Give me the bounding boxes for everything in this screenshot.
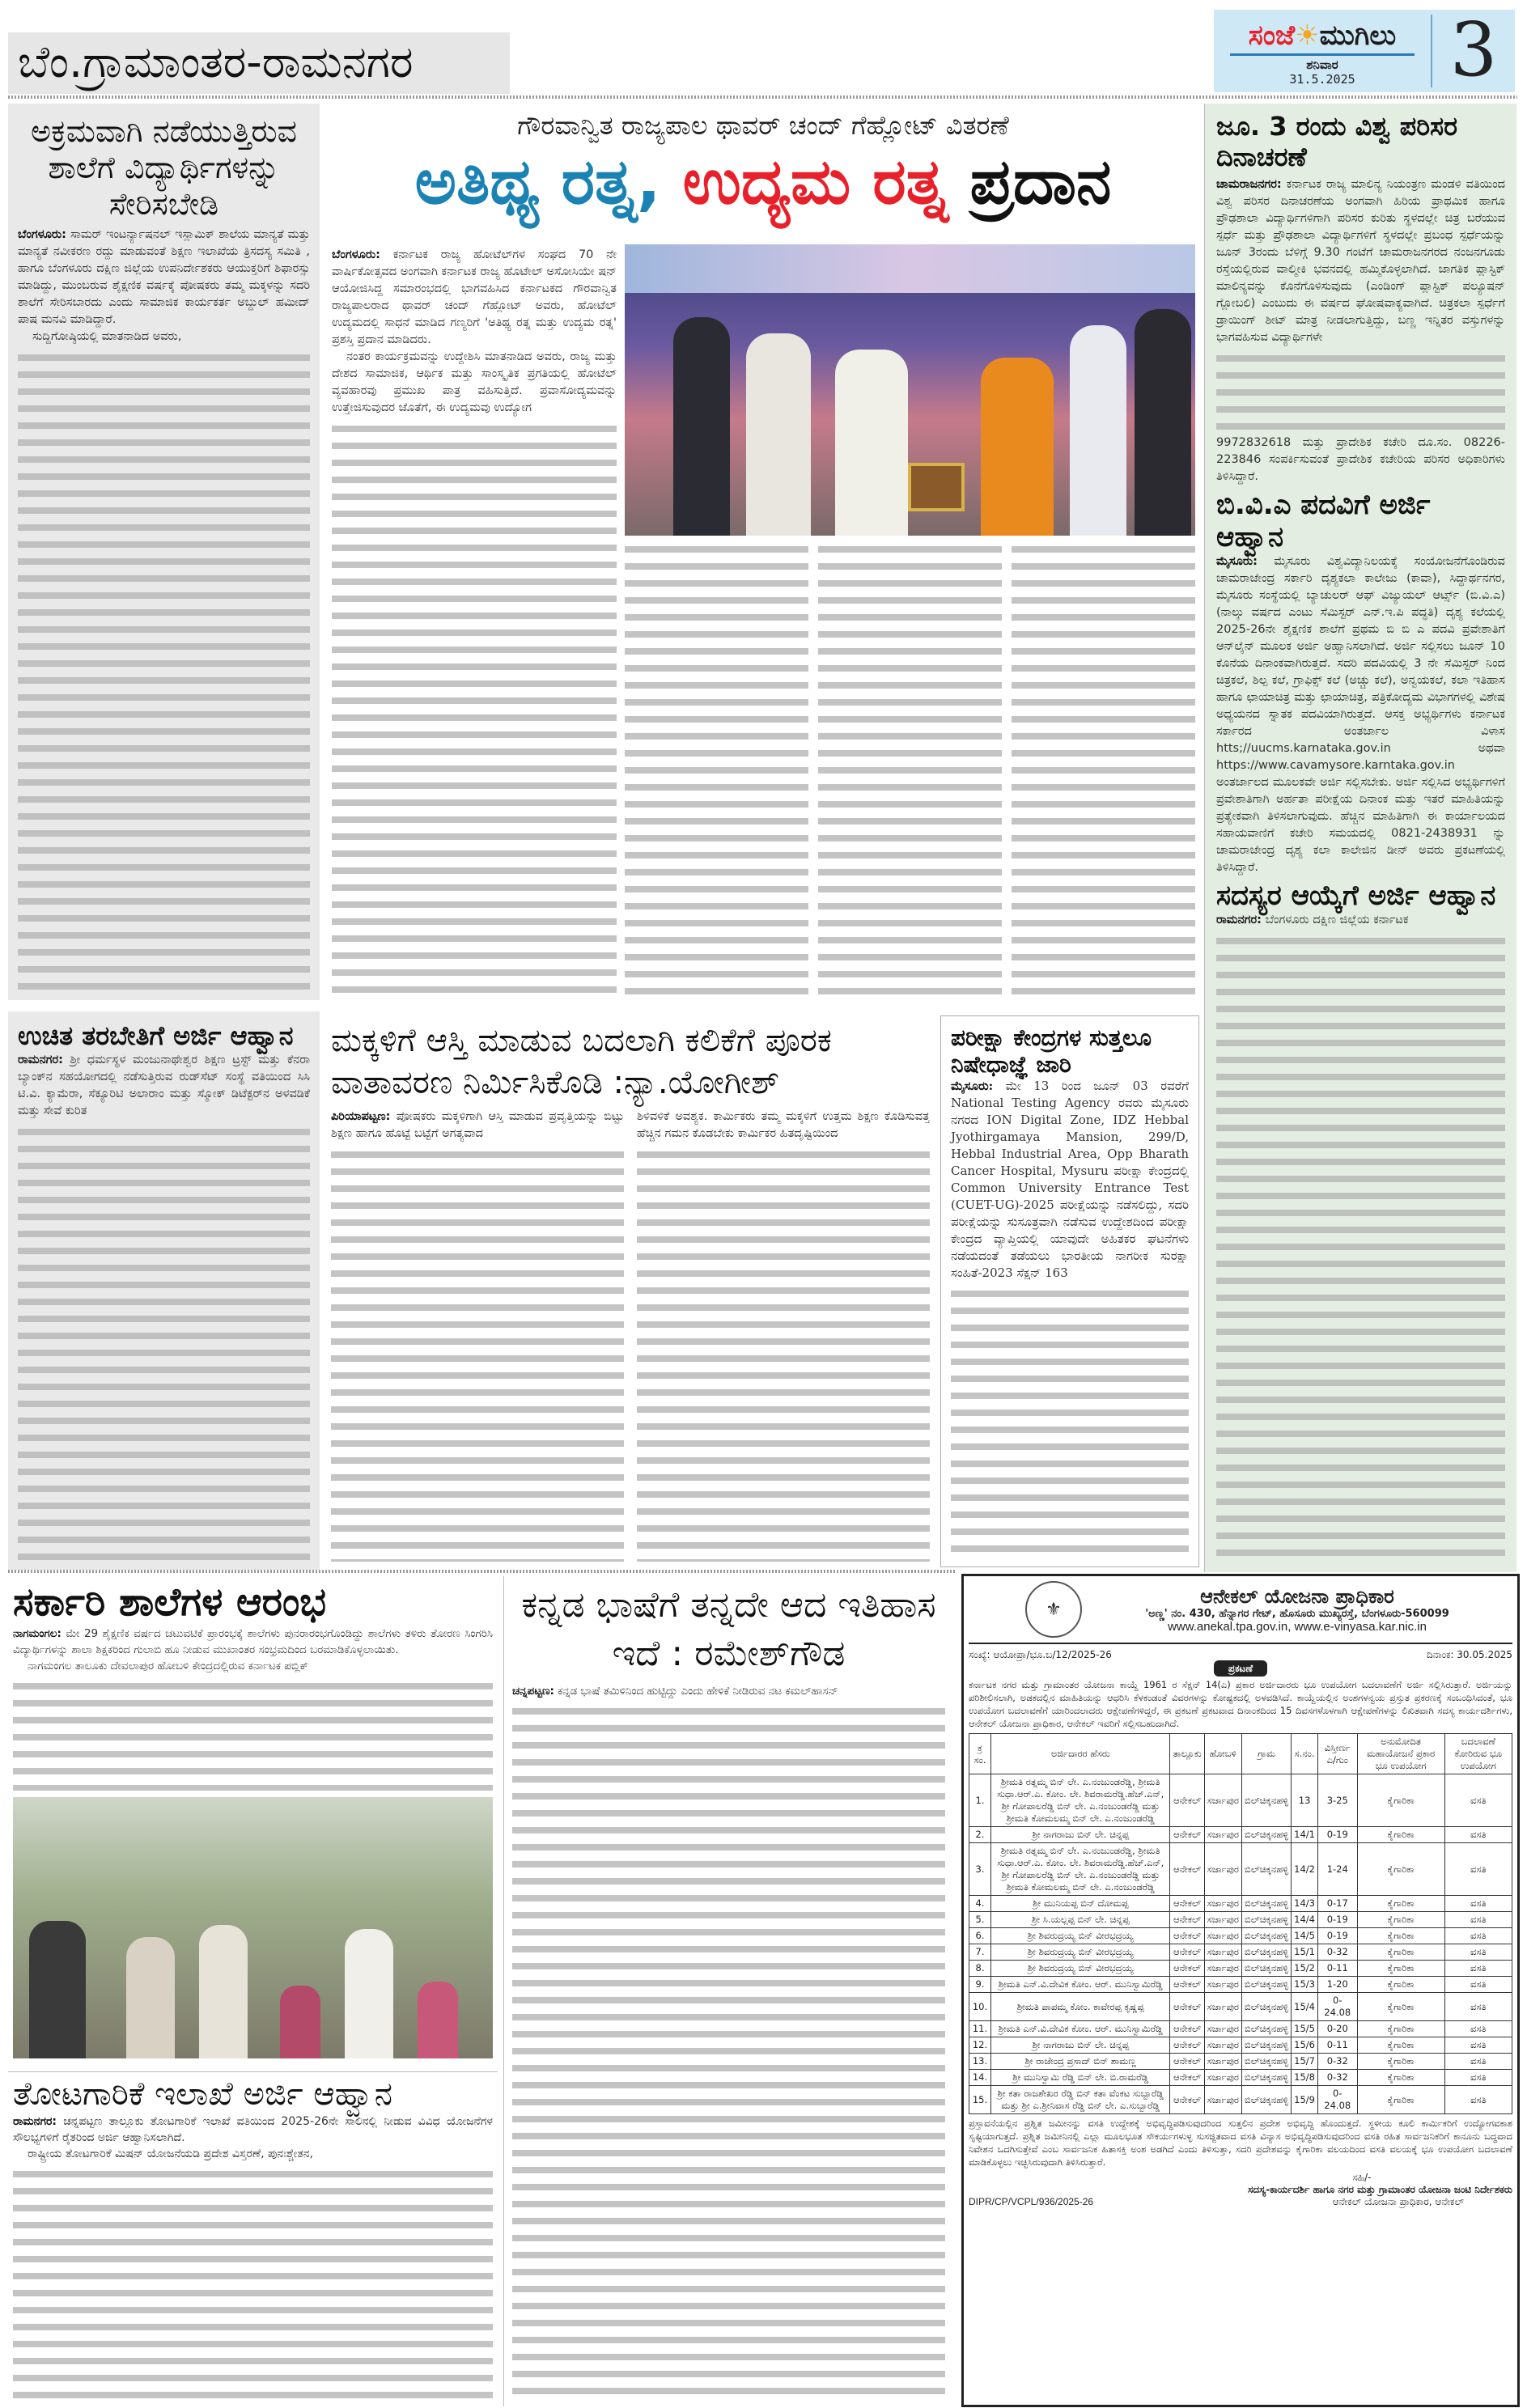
table-cell: ಶ್ರೀಮತಿ ಎನ್.ವಿ.ದೇವಿಕ ಕೋಂ. ಆರ್. ಮುನಿಸ್ವಾಮಿರೆಡ್ಡಿ [991, 1977, 1170, 1993]
table-cell: 0-19 [1318, 1912, 1358, 1928]
table-cell: ಆನೇಕಲ್ [1170, 1896, 1204, 1912]
table-cell: 6. [969, 1928, 991, 1944]
table-cell: ಸರ್ಜಾಪುರ [1204, 2054, 1241, 2070]
dipr-code: DIPR/CP/VCPL/936/2025-26 [969, 2196, 1094, 2207]
table-row [969, 1912, 1512, 1928]
section-title: ಬೆಂ.ಗ್ರಾಮಾಂತರ-ರಾಮನಗರ [18, 36, 414, 87]
table-cell: 0-17 [1318, 1896, 1358, 1912]
table-cell: ಆನೇಕಲ್ [1170, 2021, 1204, 2037]
dateline: ಮೈಸೂರು: [1216, 554, 1258, 568]
table-cell: 0-20 [1318, 2021, 1358, 2037]
table-cell: ಶ್ರೀಮತಿ ರತ್ನಮ್ಮ ಬಿನ್ ಲೇ. ಎ.ನಂಜುಂಡರೆಡ್ಡಿ, ಶ್ರೀಮತಿ ಸುಧಾ.ಆರ್.ಎ. ಕೋಂ. ಲೇ. ಶಿವರಾಮರೆಡ್ಡಿ.ಹೆಚ್.ಎನ್, ಶ್ರೀ ಗೋಪಾಲರೆಡ್ಡಿ ಬಿನ್ ಲೇ. ಎ.ನಂಜುಂಡರೆಡ್ಡಿ ಮತ್ತು ಶ್ರೀಮತಿ ಕೋಮಲಮ್ಮ ಬಿನ್ ಲೇ. ಎ.ನಂಜುಂಡರೆಡ್ಡಿ [991, 1843, 1170, 1896]
table-cell: ಕೈಗಾರಿಕಾ [1357, 1843, 1444, 1896]
table-row [969, 1961, 1512, 1977]
table-cell: ಶ್ರೀ ಶಿವರುದ್ರಯ್ಯ ಬಿನ್ ವೀರಭದ್ರಯ್ಯ [991, 1944, 1170, 1961]
table-cell: 15/2 [1292, 1961, 1318, 1977]
body-text: ನಾಗಮಂಗಲ ತಾಲೂಕು ದೇವಲಾಪುರ ಹೋಬಳಿ ಕೇಂದ್ರದಲ್ಲಿರುವ ಕರ್ನಾಟಕ ಪಬ್ಲಿಕ್ [28, 1659, 309, 1672]
table-cell: 9. [969, 1977, 991, 1993]
dateline: ಚನ್ನಪಟ್ಟಣ: [512, 1685, 554, 1698]
table-cell: ಶ್ರೀ ಮುನಿಯಪ್ಪ ಬಿನ್ ದೋಮಪ್ಪ [991, 1896, 1170, 1912]
table-cell: ಬಿಲ್‌ಚಿಕ್ಕನಹಳ್ಳಿ [1241, 1993, 1291, 2021]
table-cell: ಸರ್ಜಾಪುರ [1204, 1928, 1241, 1944]
table-cell: ವಸತಿ [1444, 2037, 1512, 2054]
body-text: ನಂತರ ಕಾರ್ಯಕ್ರಮವನ್ನು ಉದ್ದೇಶಿಸಿ ಮಾತನಾಡಿದ ಅವರು, ರಾಜ್ಯ ಮತ್ತು ದೇಶದ ಸಾಮಾಜಿಕ, ಆರ್ಥಿಕ ಮತ್ತು ಸಾಂಸ್ಕೃತಿಕ ಪ್ರಗತಿಯಲ್ಲಿ ಹೋಟೆಲ್ ವ್ಯವಹಾರವು ಪ್ರಮುಖ ಪಾತ್ರ ವಹಿಸುತ್ತಿದೆ. ಪ್ರವಾಸೋದ್ಯಮವನ್ನು ಉತ್ತೇಜಿಸುವುದರ ಜೊತೆಗೆ, ಈ ಉದ್ಯಮವು ಉದ್ಯೋಗ [332, 350, 617, 414]
table-cell: ವಸತಿ [1444, 1928, 1512, 1944]
table-cell: ಬಿಲ್‌ಚಿಕ್ಕನಹಳ್ಳಿ [1241, 1774, 1291, 1827]
body-text: ಕರ್ನಾಟಕ ರಾಜ್ಯ ಮಾಲಿನ್ಯ ನಿಯಂತ್ರಣ ಮಂಡಳಿ ವತಿಯಿಂದ ವಿಶ್ವ ಪರಿಸರ ದಿನಾಚರಣೆಯ ಅಂಗವಾಗಿ ಹಿರಿಯ ಪ್ರಾಥಮಿಕ ಹಾಗೂ ಪ್ರೌಢಶಾಲಾ ವಿದ್ಯಾರ್ಥಿಗಳಿಗಾಗಿ ಪರಿಸರ ಕುರಿತು ಸ್ಥಳದಲ್ಲೇ ಚಿತ್ರ ಬರೆಯುವ ಸ್ಪರ್ಧೆ ಮತ್ತು ಪ್ರೌಢಶಾಲಾ ವಿದ್ಯಾರ್ಥಿಗಳಿಗೆ ಸ್ಥಳದಲ್ಲೇ ಪ್ರಬಂಧ ಸ್ಪರ್ಧೆಯನ್ನು ಜೂನ್ 3ರಂದು ಬೆಳಿಗ್ಗೆ 9.30 ಗಂಟೆಗೆ ಚಾಮರಾಜನಗರದ ನಂಜನಗೂಡು ರಸ್ತೆಯಲ್ಲಿರುವ ವಾಲ್ಮೀಕಿ ಭವನದಲ್ಲಿ ಹಮ್ಮಿಕೊಳ್ಳಲಾಗಿದೆ. ಜಾಗತಿಕ ಪ್ಲಾಸ್ಟಿಕ್ ಮಾಲಿನ್ಯವನ್ನು ಕೊನೆಗೊಳಿಸುವುದು (ಎಂಡಿಂಗ್ ಪ್ಲಾಸ್ಟಿಕ್ ಪಲ್ಯೂಷನ್ ಗ್ಲೋಬಲಿ) ಎಂಬುದು ಈ ವರ್ಷದ ಘೋಷವಾಕ್ಯವಾಗಿದೆ. ಚಿತ್ರಕಲಾ ಸ್ಪರ್ಧೆಗೆ ಡ್ರಾಯಿಂಗ್ ಶೀಟ್ ಮಾತ್ರ ನೀಡಲಾಗುತ್ತಿದ್ದು, ಬಣ್ಣ ಇನ್ನಿತರ ವಸ್ತುಗಳನ್ನು ಭಾಗವಹಿಸುವ ವಿದ್ಯಾರ್ಥಿಗಳೇ [1216, 177, 1506, 344]
table-cell: 12. [969, 2037, 991, 2054]
table-cell: ಕೈಗಾರಿಕಾ [1357, 2086, 1444, 2114]
headline: ಪರೀಕ್ಷಾ ಕೇಂದ್ರಗಳ ಸುತ್ತಲೂ ನಿಷೇಧಾಜ್ಞೆ ಜಾರಿ [951, 1024, 1152, 1079]
table-cell: 0-19 [1318, 1827, 1358, 1843]
table-cell: ಸರ್ಜಾಪುರ [1204, 2021, 1241, 2037]
table-cell: ಶ್ರೀ ಶಿವರುದ್ರಯ್ಯ ಬಿನ್ ವೀರಭದ್ರಯ್ಯ [991, 1961, 1170, 1977]
table-cell: 15/6 [1292, 2037, 1318, 2054]
table-cell: ವಸತಿ [1444, 1961, 1512, 1977]
table-cell: ಆನೇಕಲ್ [1170, 1912, 1204, 1928]
table-cell: ವಸತಿ [1444, 1827, 1512, 1843]
table-cell: 8. [969, 1961, 991, 1977]
dateline: ರಾಮನಗರ: [13, 2115, 57, 2129]
table-cell: ಬಿಲ್‌ಚಿಕ್ಕನಹಳ್ಳಿ [1241, 1827, 1291, 1843]
table-cell: ಕೈಗಾರಿಕಾ [1357, 2070, 1444, 2086]
headline-red: ಉದ್ಯಮ ರತ್ನ [682, 146, 948, 218]
table-cell: 0-11 [1318, 2037, 1358, 2054]
dateline: ಚಾಮರಾಜನಗರ: [1216, 177, 1282, 191]
headline: ಅಕ್ರಮವಾಗಿ ನಡೆಯುತ್ತಿರುವ ಶಾಲೆಗೆ ವಿದ್ಯಾರ್ಥಿಗಳನ್ನು ಸೇರಿಸಬೇಡಿ [31, 113, 297, 222]
table-cell: ಶ್ರೀಮತಿ ರತ್ನಮ್ಮ ಬಿನ್ ಲೇ. ಎ.ನಂಜುಂಡರೆಡ್ಡಿ, ಶ್ರೀಮತಿ ಸುಧಾ.ಆರ್.ಎ. ಕೋಂ. ಲೇ. ಶಿವರಾಮರೆಡ್ಡಿ.ಹೆಚ್.ಎನ್, ಶ್ರೀ ಗೋಪಾಲರೆಡ್ಡಿ ಬಿನ್ ಲೇ. ಎ.ನಂಜುಂಡರೆಡ್ಡಿ ಮತ್ತು ಶ್ರೀಮತಿ ಕೋಮಲಮ್ಮ ಬಿನ್ ಲೇ. ಎ.ನಂಜುಂಡರೆಡ್ಡಿ [991, 1774, 1170, 1827]
masthead-logo [1214, 19, 1431, 52]
dateline: ಮೈಸೂರು: [951, 1079, 994, 1094]
table-cell: 0-32 [1318, 2054, 1358, 2070]
table-row [969, 1977, 1512, 1993]
table-cell: ಶ್ರೀ ಕತಾ ರಾಜಶೇಖರ ರೆಡ್ಡಿ ಬಿನ್ ಕತಾ ವೆಂಕಟ ಸುಬ್ಬಾರೆಡ್ಡಿ ಮತ್ತು ಶ್ರೀ ಎ.ಶ್ರೀನಿವಾಸ ರೆಡ್ಡಿ ಬಿನ್ ಲೇ. ಎ.ಸುಬ್ಬಾರೆಡ್ಡಿ [991, 2086, 1170, 2114]
table-cell: 0-24.08 [1318, 1993, 1358, 2021]
table-cell: ಕೈಗಾರಿಕಾ [1357, 2037, 1444, 2054]
body-text: ಸಾಮರ್ ಇಂಟರ್ನ್ಯಾಷನಲ್ ಇಸ್ಲಾಮಿಕ್ ಶಾಲೆಯ ಮಾನ್ಯತೆ ಮತ್ತು ಮಾನ್ಯತೆ ನವೀಕರಣ ರದ್ದು ಮಾಡುವಂತೆ ಶಿಕ್ಷಣ ಇಲಾಖೆಯ ತ್ರಿಸದಸ್ಯ ಸಮಿತಿ , ಹಾಗೂ ಬೆಂಗಳೂರು ದಕ್ಷಿಣ ಜಿಲ್ಲೆಯ ಉಪನಿರ್ದೇಶಕರು ಆಯುಕ್ತರಿಗೆ ಶಿಫಾರಸ್ಸು ಮಾಡಿದ್ದು, ಮುಂಬರುವ ಶೈಕ್ಷಣಿಕ ವರ್ಷಕ್ಕೆ ಪೋಷಕರು ತಮ್ಮ ಮಕ್ಕಳನ್ನು ಸದರಿ ಶಾಲೆಗೆ ಸೇರಿಸಬಾರದು ಎಂದು ಸಾಮಾಜಿಕ ಕಾರ್ಯಕರ್ತ ಅಬ್ದುಲ್ ಹಮೀದ್ ಪಾಷ ಮನವಿ ಮಾಡಿದ್ದಾರೆ. [18, 228, 311, 327]
article-illegal-school [8, 104, 320, 1000]
table-cell: 15/7 [1292, 2054, 1318, 2070]
school-photo [13, 1797, 493, 2058]
notice-org: ಆನೇಕಲ್ ಯೋಜನಾ ಪ್ರಾಧಿಕಾರ [1200, 1585, 1394, 1608]
table-row [969, 2021, 1512, 2037]
body-text: ಶ್ರೀ ಧರ್ಮಸ್ಥಳ ಮಂಜುನಾಥೇಶ್ವರ ಶಿಕ್ಷಣ ಟ್ರಸ್ಟ್ ಮತ್ತು ಕೆನರಾ ಬ್ಯಾಂಕ್‌ನ ಸಹಯೋಗದಲ್ಲಿ ನಡೆಸುತ್ತಿರುವ ರುಡ್‌ಸೆಟ್ ಸಂಸ್ಥೆ ವತಿಯಿಂದ ಸಿಸಿ ಟಿ.ವಿ. ಕ್ಯಾಮೆರಾ, ಸೆಕ್ಯೂರಿಟಿ ಅಲಾರಾಂ ಮತ್ತು ಸ್ಮೋಕ್ ಡಿಟೆಕ್ಟರ್‌ನ ಅಳವಡಿಕೆ ಮತ್ತು ಸೇವೆ ಕುರಿತ [18, 1053, 311, 1117]
table-cell: ಬಿಲ್‌ಚಿಕ್ಕನಹಳ್ಳಿ [1241, 2021, 1291, 2037]
table-cell: ವಸತಿ [1444, 1993, 1512, 2021]
table-cell: 15/5 [1292, 2021, 1318, 2037]
body-text: ಕರ್ನಾಟಕ ರಾಜ್ಯ ಹೋಟೆಲ್‌ಗಳ ಸಂಘದ 70 ನೇ ವಾರ್ಷಿಕೋತ್ಸವದ ಅಂಗವಾಗಿ ಕರ್ನಾಟಕ ರಾಜ್ಯ ಹೊಟೇಲ್ ಅಸೋಸಿಯೇ ಷನ್ ಆಯೋಜಿಸಿದ್ದ ಸಮಾರಂಭದಲ್ಲಿ ಭಾಗವಹಿಸಿದ ಕರ್ನಾಟಕದ ಗೌರವಾನ್ವಿತ ರಾಜ್ಯಪಾಲರಾದ ಥಾವರ್ ಚಂದ್ ಗೆಹ್ಲೋಟ್ ಅವರು, ಹೋಟೆಲ್ ಉದ್ಯಮದಲ್ಲಿ ಸಾಧನೆ ಮಾಡಿದ ಗಣ್ಯರಿಗೆ 'ಅತಿಥ್ಯ ರತ್ನ ಮತ್ತು ಉದ್ಯಮ ರತ್ನ' ಪ್ರಶಸ್ತಿ ಪ್ರದಾನ ಮಾಡಿದರು. [332, 248, 617, 346]
table-cell: 15. [969, 2086, 991, 2114]
table-cell: ಬಿಲ್‌ಚಿಕ್ಕನಹಳ್ಳಿ [1241, 1896, 1291, 1912]
table-cell: 3-25 [1318, 1774, 1358, 1827]
logo-dark-text: ಮುಗಿಲು [1319, 19, 1397, 52]
table-header-cell: ತಾಲ್ಲೂಕು [1170, 1734, 1204, 1774]
table-cell: 0-19 [1318, 1928, 1358, 1944]
table-cell: ಕೈಗಾರಿಕಾ [1357, 1912, 1444, 1928]
table-cell: ಕೈಗಾರಿಕಾ [1357, 2021, 1444, 2037]
headline-black: ಪ್ರದಾನ [969, 146, 1112, 218]
palm-sun-icon: ☀ [1295, 19, 1320, 52]
table-row [969, 1993, 1512, 2021]
body-text: ಮೇ 13 ರಿಂದ ಜೂನ್ 03 ರವರೆಗೆ National Testing Agency ರವರು ಮೈಸೂರು ನಗರದ ION Digital Zone, IDZ Hebbal Jyothirgamaya Mansion, 299/D, Hebbal Industrial Area, Opp Bharath Cancer Hospital, Mysuru ಪರೀಕ್ಷಾ ಕೇಂದ್ರದಲ್ಲಿ Common University Entrance Test (CUET-UG)-2025 ಪರೀಕ್ಷೆಯನ್ನು ನಡೆಸಲಿದ್ದು, ಸದರಿ ಪರೀಕ್ಷೆಯನ್ನು ಸುಸೂತ್ರವಾಗಿ ನಡೆಸುವ ಉದ್ದೇಶದಿಂದ ಪರೀಕ್ಷಾ ಕೇಂದ್ರದ ವ್ಯಾಪ್ತಿಯಲ್ಲಿ ಯಾವುದೇ ಅಹಿತಕರ ಘಟನೆಗಳು ನಡೆಯದಂತೆ ತಡೆಯಲು ಭಾರತೀಯ ನಾಗರೀಕ ಸುರಕ್ಷಾ ಸಂಹಿತೆ-2023 ಸೆಕ್ಷನ್ 163 [951, 1079, 1189, 1281]
table-header-cell: ವಿಸ್ತೀರ್ಣ ಎ/ಗುಂ [1318, 1734, 1358, 1774]
table-cell: 11. [969, 2021, 991, 2037]
table-cell: 14/5 [1292, 1928, 1318, 1944]
table-cell: ಬಿಲ್‌ಚಿಕ್ಕನಹಳ್ಳಿ [1241, 2037, 1291, 2054]
table-cell: ಶ್ರೀ ಸಿ.ಯಲ್ಲಪ್ಪ ಬಿನ್ ಲೇ. ಚಿನ್ನಪ್ಪ [991, 1912, 1170, 1928]
notice-footer: ಪ್ರಸ್ತಾವನೆಯಲ್ಲಿನ ಪ್ರಶ್ನಿತ ಜಮೀನನ್ನು ವಸತಿ ಉದ್ದೇಶಕ್ಕೆ ಅಭಿವೃದ್ಧಿಪಡಿಸುವುದರಿಂದ ಸುತ್ತಲಿನ ಪ್ರದೇಶ ಅಭಿವೃದ್ಧಿ ಹೊಂದುತ್ತದೆ. ಸ್ಥಳೀಯ ಕೂಲಿ ಕಾರ್ಮಿಕರಿಗೆ ಉದ್ಯೋಗವಕಾಶ ಸೃಷ್ಟಿಯಾಗುತ್ತದೆ. ಪ್ರಶ್ನಿತ ಜಮೀನಿನಲ್ಲಿ ಎಲ್ಲಾ ಮೂಲಭೂತ ಸೌಕರ್ಯಗಳುಳ್ಳ ಸುಸಜ್ಜಿತವಾದ ವಸತಿ ವಿನ್ಯಾಸ ಅಭಿವೃದ್ಧಿಪಡಿಸುವುದರಿಂದ ವಸತಿ ರಹಿತ ಸಾರ್ವಜನಿಕರಿಗೆ ಕಾನೂನು ಬದ್ಧವಾದ ನಿವೇಶನ ಒದಗಿಸುತ್ತೇವೆ ಎಂಬ ಸಾರ್ವಜನಿಕ ಹಿತಾಸಕ್ತಿ ಅಂಶ ಅಡಗಿದೆ ಎಂದು ತಿಳಿಸುತ್ತಾ, ಸದರಿ ಪ್ರದೇಶವನ್ನು ಕೈಗಾರಿಕಾ ವಲಯದಿಂದ ವಸತಿ ವಲಯಕ್ಕೆ ಭೂ ಉಪಯೋಗ ಬದಲಾವಣೆ ಮಾಡಿಕೊಳ್ಳಲು ಇಚ್ಛಿಸಿರುವುದಾಗಿ ತಿಳಿಸಿರುತ್ತಾರೆ. [969, 2118, 1513, 2168]
table-cell: 0-11 [1318, 1961, 1358, 1977]
table-cell: ಆನೇಕಲ್ [1170, 1827, 1204, 1843]
lead-kicker: ಗೌರವಾನ್ವಿತ ರಾಜ್ಯಪಾಲ ಥಾವರ್ ಚಂದ್ ಗೆಹ್ಲೋಟ್ ವಿತರಣೆ [517, 110, 1009, 141]
table-cell: ಕೈಗಾರಿಕಾ [1357, 1944, 1444, 1961]
section-divider [8, 1570, 955, 1573]
headline-bva-admission: ಬಿ.ವಿ.ಎ ಪದವಿಗೆ ಅರ್ಜಿ ಆಹ್ವಾನ [1216, 488, 1431, 553]
table-cell: 14/2 [1292, 1843, 1318, 1896]
table-cell: ಶ್ರೀ ಮುನಿಸ್ವಾಮಿ ರೆಡ್ಡಿ ಬಿನ್ ಲೇ. ಬಿ.ರಾಮರೆಡ್ಡಿ [991, 2070, 1170, 2086]
table-cell: ಆನೇಕಲ್ [1170, 1961, 1204, 1977]
table-cell: ವಸತಿ [1444, 1896, 1512, 1912]
headline: ಸರ್ಕಾರಿ ಶಾಲೆಗಳ ಆರಂಭ [13, 1579, 327, 1625]
table-cell: ಬಿಲ್‌ಚಿಕ್ಕನಹಳ್ಳಿ [1241, 1843, 1291, 1896]
dateline: ರಾಮನಗರ: [18, 1053, 63, 1066]
table-cell: ವಸತಿ [1444, 1977, 1512, 1993]
notice-websites: www.anekal.tpa.gov.in, www.e-vinyasa.kar.nic.in [1168, 1620, 1427, 1634]
body-text: ರಾಷ್ಟ್ರೀಯ ತೋಟಗಾರಿಕೆ ಮಿಷನ್ ಯೋಜನೆಯಡಿ ಪ್ರದೇಶ ವಿಸ್ತರಣೆ, ಪುನಃಶ್ಚೇತನ, [28, 2147, 313, 2161]
table-cell: ಕೈಗಾರಿಕಾ [1357, 1827, 1444, 1843]
table-header-cell: ಬದಲಾವಣೆ ಕೋರಿರುವ ಭೂ ಉಪಯೋಗ [1444, 1734, 1512, 1774]
notice-ref-no: ಸಂಖ್ಯೆ: ಆಯೋಪ್ರಾ/ಭೂ.ಬ/12/2025-26 [969, 1649, 1112, 1660]
table-cell: 7. [969, 1944, 991, 1961]
lead-headline [326, 142, 1200, 223]
headline: ಉಚಿತ ತರಬೇತಿಗೆ ಅರ್ಜಿ ಆಹ್ವಾನ [18, 1020, 294, 1051]
headline-blue: ಅತಿಥ್ಯ ರತ್ನ, [414, 146, 661, 218]
body-continued [951, 1285, 1189, 1558]
notice-badge: ಪ್ರಕಟಣೆ [1214, 1660, 1267, 1677]
table-cell: 4. [969, 1896, 991, 1912]
table-cell: ವಸತಿ [1444, 2086, 1512, 2114]
table-cell: ಬಿಲ್‌ಚಿಕ್ಕನಹಳ್ಳಿ [1241, 2086, 1291, 2114]
table-cell: ಶ್ರೀಮತಿ ಎನ್.ವಿ.ದೇವಿಕ ಕೋಂ. ಆರ್. ಮುನಿಸ್ವಾಮಿರೆಡ್ಡಿ [991, 2021, 1170, 2037]
notice-address: 'ಅಣ್ಣ' ನಂ. 430, ಹೆನ್ನಾಗರ ಗೇಟ್, ಹೊಸೂರು ಮುಖ್ಯರಸ್ತೆ, ಬೆಂಗಳೂರು-560099 [1145, 1608, 1449, 1620]
table-cell: ಸರ್ಜಾಪುರ [1204, 2086, 1241, 2114]
table-cell: 2. [969, 1827, 991, 1843]
table-cell: ಸರ್ಜಾಪುರ [1204, 1993, 1241, 2021]
table-row [969, 2037, 1512, 2054]
body-column [818, 541, 1002, 1002]
table-cell: ಕೈಗಾರಿಕಾ [1357, 1961, 1444, 1977]
body-continued [637, 1146, 930, 1562]
table-cell: 1. [969, 1774, 991, 1827]
table-cell: 15/9 [1292, 2086, 1318, 2114]
right-column [1204, 104, 1516, 1572]
table-cell: 15/3 [1292, 1977, 1318, 1993]
table-cell: ವಸತಿ [1444, 1774, 1512, 1827]
table-row [969, 2070, 1512, 2086]
table-cell: 14/1 [1292, 1827, 1318, 1843]
table-cell: ಬಿಲ್‌ಚಿಕ್ಕನಹಳ್ಳಿ [1241, 1928, 1291, 1944]
body-text: ಪೋಷಕರು ಮಕ್ಕಳಿಗಾಗಿ ಆಸ್ತಿ ಮಾಡುವ ಪ್ರವೃತ್ತಿಯನ್ನು ಬಿಟ್ಟು ಶಿಕ್ಷಣ ಹಾಗೂ ಹೊಟ್ಟೆ ಬಟ್ಟೆಗೆ ಅಗತ್ಯವಾದ [331, 1110, 624, 1140]
table-cell: ಬಿಲ್‌ಚಿಕ್ಕನಹಳ್ಳಿ [1241, 1977, 1291, 1993]
lead-columns-below-photo [625, 541, 1195, 1002]
table-row [969, 1896, 1512, 1912]
table-cell: ಶ್ರೀ ಶಿವರುದ್ರಯ್ಯ ಬಿನ್ ವೀರಭದ್ರಯ್ಯ [991, 1928, 1170, 1944]
table-cell: ಬಿಲ್‌ಚಿಕ್ಕನಹಳ್ಳಿ [1241, 2070, 1291, 2086]
table-cell: ಶ್ರೀ ನಾಗರಾಜು ಬಿನ್ ಲೇ. ಚಿನ್ನಪ್ಪ [991, 1827, 1170, 1843]
table-cell: ವಸತಿ [1444, 1843, 1512, 1896]
table-row [969, 1774, 1512, 1827]
table-cell: ಕೈಗಾರಿಕಾ [1357, 1977, 1444, 1993]
body-continued [332, 420, 617, 1001]
body-text: ಕನ್ನಡ ಭಾಷೆ ತಮಿಳಿನಿಂದ ಹುಟ್ಟಿದ್ದು ಎಂದು ಹೇಳಿಕೆ ನೀಡಿರುವ ನಟ ಕಮಲ್‌ಹಾಸನ್ [558, 1685, 838, 1698]
table-cell: ಆನೇಕಲ್ [1170, 1774, 1204, 1827]
table-cell: ಸರ್ಜಾಪುರ [1204, 2037, 1241, 2054]
table-cell: 14/4 [1292, 1912, 1318, 1928]
article-exam-prohibitory [940, 1015, 1199, 1567]
lead-column-1 [332, 247, 617, 1001]
table-header-cell: ಅನುಮೋದಿತ ಮಹಾಯೋಜನೆ ಪ್ರಕಾರ ಭೂ ಉಪಯೋಗ [1357, 1734, 1444, 1774]
table-cell: 13 [1292, 1774, 1318, 1827]
award-photo [625, 244, 1195, 536]
table-header-cell: ಅರ್ಜಿದಾರರ ಹೆಸರು [991, 1734, 1170, 1774]
table-cell: ಆನೇಕಲ್ [1170, 2037, 1204, 2054]
notice-sign: ಸಹಿ/- [1352, 2172, 1372, 2183]
table-cell: ಸರ್ಜಾಪುರ [1204, 1843, 1241, 1896]
headline: ತೋಟಗಾರಿಕೆ ಇಲಾಖೆ ಅರ್ಜಿ ಆಹ್ವಾನ [13, 2075, 392, 2113]
body-continued [18, 1123, 310, 1560]
notice-signatory-org: ಆನೇಕಲ್ ಯೋಜನಾ ಪ್ರಾಧಿಕಾರ, ಆನೇಕಲ್ [1332, 2196, 1464, 2207]
article-kannada-history [503, 1576, 953, 2406]
table-cell: ಸರ್ಜಾಪುರ [1204, 1774, 1241, 1827]
government-seal-icon: ⚜ [1025, 1581, 1082, 1638]
page-number: 3 [1449, 6, 1498, 93]
table-cell: ವಸತಿ [1444, 1912, 1512, 1928]
table-cell: ಆನೇಕಲ್ [1170, 2054, 1204, 2070]
dateline: ಬೆಂಗಳೂರು: [332, 248, 380, 261]
body-continued [1216, 350, 1505, 435]
masthead [1214, 6, 1515, 93]
anekal-planning-notice [961, 1574, 1520, 2407]
table-cell: ಕೈಗಾರಿಕಾ [1357, 1774, 1444, 1827]
body-continued [331, 1146, 624, 1562]
table-cell: 15/8 [1292, 2070, 1318, 2086]
dateline: ರಾಮನಗರ: [1216, 913, 1262, 926]
table-cell: ಶ್ರೀ ರಾಜೇಂದ್ರ ಪ್ರಸಾದ್ ಬಿನ್ ಶಾಮಣ್ಣ [991, 2054, 1170, 2070]
masthead-day: ಶನಿವಾರ [1306, 57, 1338, 72]
body-text: ಮೇ 29 ಶೈಕ್ಷಣಿಕ ವರ್ಷದ ಚಟುವಟಿಕೆ ಪ್ರಾರಂಭಕ್ಕೆ ಶಾಲೆಗಳು ಪುನರಾರಂಭಗೊಂಡಿದ್ದು ಶಾಲೆಗಳು ತಳಿರು ತೋರಣ ಸಿಂಗರಿಸಿ ವಿದ್ಯಾರ್ಥಿಗಳನ್ನು ಶಾಲಾ ಶಿಕ್ಷಕರಿಂದ ಗುಲಾಬಿ ಹೂ ನೀಡುವ ಮುಖಾಂತರ ಸಂಭ್ರಮದಿಂದ ಬರಮಾಡಿಕೊಳ್ಳಲಾಯಿತು. [13, 1626, 493, 1656]
table-cell: 0-32 [1318, 2070, 1358, 2086]
article-judge-yogish [326, 1011, 935, 1570]
table-cell: ಆನೇಕಲ್ [1170, 1928, 1204, 1944]
table-row [969, 1944, 1512, 1961]
table-cell: ಆನೇಕಲ್ [1170, 1843, 1204, 1896]
body-column [625, 541, 808, 1002]
table-cell: ಬಿಲ್‌ಚಿಕ್ಕನಹಳ್ಳಿ [1241, 1961, 1291, 1977]
table-cell: ಬಿಲ್‌ಚಿಕ್ಕನಹಳ್ಳಿ [1241, 1912, 1291, 1928]
table-cell: ಸರ್ಜಾಪುರ [1204, 1961, 1241, 1977]
article-free-training [8, 1011, 320, 1570]
table-cell: 13. [969, 2054, 991, 2070]
body-continued [512, 1702, 945, 2402]
table-cell: ಕೈಗಾರಿಕಾ [1357, 1928, 1444, 1944]
table-cell: ಆನೇಕಲ್ [1170, 2086, 1204, 2114]
table-cell: ಬಿಲ್‌ಚಿಕ್ಕನಹಳ್ಳಿ [1241, 1944, 1291, 1961]
dateline: ಬೆಂಗಳೂರು: [18, 228, 66, 242]
headline-member-selection: ಸದಸ್ಯರ ಆಯ್ಕೆಗೆ ಅರ್ಜಿ ಆಹ್ವಾನ [1216, 879, 1496, 912]
body-text: ಶಿಳಿವಳಿಕೆ ಅವಶ್ಯಕ. ಕಾರ್ಮಿಕರು ತಮ್ಮ ಮಕ್ಕಳಿಗೆ ಉತ್ತಮ ಶಿಕ್ಷಣ ಕೊಡಿಸುವತ್ತ ಹೆಚ್ಚಿನ ಗಮನ ಕೊಡಬೇಕು ಕಾರ್ಮಿಕರ ಹಿತದೃಷ್ಟಿಯಿಂದ [637, 1110, 930, 1140]
headline: ಮಕ್ಕಳಿಗೆ ಆಸ್ತಿ ಮಾಡುವ ಬದಲಾಗಿ ಕಲಿಕೆಗೆ ಪೂರಕ ವಾತಾವರಣ ನಿರ್ಮಿಸಿಕೊಡಿ :ನ್ಯಾ.ಯೋಗೀಶ್ [331, 1022, 832, 1101]
section-title-box [8, 32, 510, 94]
table-cell: 10. [969, 1993, 991, 2021]
notice-intro: ಕರ್ನಾಟಕ ನಗರ ಮತ್ತು ಗ್ರಾಮಾಂತರ ಯೋಜನಾ ಕಾಯ್ದೆ 1961 ರ ಸೆಕ್ಷನ್ 14(ಎ) ಪ್ರಕಾರ ಅರ್ಜಿದಾರರು ಭೂ ಉಪಯೋಗ ಬದಲಾವಣೆಗೆ ಅರ್ಜಿ ಸಲ್ಲಿಸಿರುತ್ತಾರೆ. ಅರ್ಜಿಯನ್ನು ಪರಿಶೀಲಿಸಲಾಗಿ, ಅಡಕದಲ್ಲಿನ ಮಾಹಿತಿಯನ್ನು ಆಧರಿಸಿ ಕೆಳಕಂಡಂತೆ ವಿವರಗಳನ್ನು ಕೋಷ್ಟಕದಲ್ಲಿ ಅಳವಡಿಸಿದೆ. ಕಾಯ್ದೆಯಲ್ಲಿನ ಅಂಶಗಳನ್ವಯ ಪ್ರಸ್ತುತ ಪ್ರಕರಣಕ್ಕೆ ಸಂಬಂಧಿಸಿದಂತೆ, ಭೂ ಉಪಯೋಗ ಬದಲಾವಣೆಗೆ ಯಾರಿಂದಲಾದರು ಆಕ್ಷೇಪಣೆಗಳಿದ್ದರೆ, ಈ ಪ್ರಕಟಣೆ ಪ್ರಕಟವಾದ ದಿನಾಂಕದಿಂದ 15 ದಿವಸಗಳೊಳಗಾಗಿ ಆಕ್ಷೇಪಣೆಗಳನ್ನು ಲಿಖಿತವಾಗಿ ಸದಸ್ಯ ಕಾರ್ಯದರ್ಶಿಗಳು, ಆನೇಕಲ್ ಯೋಜನಾ ಪ್ರಾಧಿಕಾರ, ಆನೇಕಲ್ ಇವರಿಗೆ ಸಲ್ಲಿಸಬಹುದಾಗಿದೆ. [969, 1679, 1512, 1729]
article-govt-schools [8, 1576, 498, 2062]
table-row [969, 2054, 1512, 2070]
table-cell: ಸರ್ಜಾಪುರ [1204, 1827, 1241, 1843]
headline-environment-day: ಜೂ. 3 ರಂದು ವಿಶ್ವ ಪರಿಸರ ದಿನಾಚರಣೆ [1216, 111, 1458, 172]
body-continued [1216, 932, 1505, 1564]
table-cell: ಸರ್ಜಾಪುರ [1204, 1896, 1241, 1912]
table-cell: ಶ್ರೀ ನಾಗರಾಜು ಬಿನ್ ಲೇ. ಚಿನ್ನಪ್ಪ [991, 2037, 1170, 2054]
table-header-cell: ಸ.ನಂ. [1292, 1734, 1318, 1774]
body-text: ಮೈಸೂರು ವಿಶ್ವವಿದ್ಯಾನಿಲಯಕ್ಕೆ ಸಂಯೋಜನೆಗೊಂಡಿರುವ ಚಾಮರಾಜೇಂದ್ರ ಸರ್ಕಾರಿ ದೃಶ್ಯಕಲಾ ಕಾಲೇಜು (ಕಾವಾ), ಸಿದ್ಧಾರ್ಥನಗರ, ಮೈಸೂರು ಸಂಸ್ಥೆಯಲ್ಲಿ ಬ್ಯಾಚುಲರ್ ಆಫ್ ವಿಜ್ಯುಯಲ್ ಆರ್ಟ್ಸ್ (ಬಿ.ವಿ.ಎ) (ನಾಲ್ಕು ವರ್ಷದ ಎಂಟು ಸೆಮಿಸ್ಟರ್ ಎನ್.ಇ.ಪಿ ಪದ್ಧತಿ) ದೃಶ್ಯ ಕಲೆಯಲ್ಲಿ 2025-26ನೇ ಶೈಕ್ಷಣಿಕ ಶಾಲೆಗೆ ಪ್ರಥಮ ಬಿ ಬಿ ಎ ಪದವಿ ಪ್ರವೇಶಾತಿಗೆ ಆನ್‌ಲೈನ್ ಮೂಲಕ ಅರ್ಜಿ ಅಹ್ವಾನಿಸಲಾಗಿದೆ. ಅರ್ಜಿ ಸಲ್ಲಿಸಲು ಜೂನ್ 10 ಕೊನೆಯ ದಿನಾಂಕವಾಗಿರುತ್ತದೆ. ಸದರಿ ಪದವಿಯಲ್ಲಿ 3 ನೇ ಸೆಮಿಸ್ಟರ್ ನಿಂದ ಚಿತ್ರಕಲೆ, ಶಿಲ್ಪ ಕಲೆ, ಗ್ರಾಫಿಕ್ಸ್ ಕಲೆ (ಅಚ್ಚು ಕಲೆ), ಅನ್ವಯಕಲೆ, ಕಲಾ ಇತಿಹಾಸ ಹಾಗೂ ಛಾಯಾಚಿತ್ರ ಮತ್ತು ಛಾಯಾಚಿತ್ರ, ಪತ್ರಿಕೋದ್ಯಮ ವಿಭಾಗಗಳಲ್ಲಿ ವಿಶೇಷ ಅಧ್ಯಯನದ ಸ್ನಾತಕ ಪದವಿಯಾಗಿರುತ್ತದೆ. ಆಸಕ್ತ ಅಭ್ಯರ್ಥಿಗಳು ಕರ್ನಾಟಕ ಸರ್ಕಾರದ ಅಂತರ್ಜಾಲ ವಿಳಾಸ htts;//uucms.karnataka.gov.in ಅಥವಾ https://www.cavamysore.karntaka.gov.in ಅಂತರ್ಜಾಲದ ಮೂಲಕವೇ ಅರ್ಜಿ ಸಲ್ಲಿಸಬೇಕು. ಅರ್ಜಿ ಸಲ್ಲಿಸಿದ ಅಭ್ಯರ್ಥಿಗಳಿಗೆ ಪ್ರವೇಶಾತಿಗಾಗಿ ಅರ್ಹತಾ ಪರೀಕ್ಷೆಯ ದಿನಾಂಕ ಮತ್ತು ಇತರೆ ಮಾಹಿತಿಯನ್ನು ಪ್ರತ್ಯೇಕವಾಗಿ ತಿಳಿಸಲಾಗುವುದು. ಹೆಚ್ಚಿನ ಮಾಹಿತಿಗಾಗಿ ಈ ಕಾರ್ಯಾಲಯದ ಸಹಾಯವಾಣಿಗೆ ಕಚೇರಿ ಸಮಯದಲ್ಲಿ 0821-2438931 ನ್ನು ಚಾಮರಾಜೇಂದ್ರ ದೃಶ್ಯ ಕಲಾ ಕಾಲೇಜಿನ ಡೀನ್ ಅವರು ಪ್ರಕಟಣೆಯಲ್ಲಿ ತಿಳಿಸಿದ್ದಾರೆ. [1216, 554, 1505, 874]
table-cell: 0-24.08 [1318, 2086, 1358, 2114]
table-row [969, 2086, 1512, 2114]
header-divider [8, 95, 1517, 99]
table-cell: ಆನೇಕಲ್ [1170, 1993, 1204, 2021]
body-text: ಸುದ್ದಿಗೋಷ್ಠಿಯಲ್ಲಿ ಮಾತನಾಡಿದ ಅವರು, [32, 330, 182, 344]
table-cell: ಆನೇಕಲ್ [1170, 2070, 1204, 2086]
table-row [969, 1827, 1512, 1843]
table-cell: ಕೈಗಾರಿಕಾ [1357, 1896, 1444, 1912]
table-cell: ಸರ್ಜಾಪುರ [1204, 2070, 1241, 2086]
land-use-table [969, 1733, 1512, 2114]
headline: ಕನ್ನಡ ಭಾಷೆಗೆ ತನ್ನದೇ ಆದ ಇತಿಹಾಸ ಇದೆ : ರಮೇಶ್‌ಗೌಡ [521, 1584, 936, 1674]
table-row [969, 1843, 1512, 1896]
table-cell: ವಸತಿ [1444, 2070, 1512, 2086]
notice-date: ದಿನಾಂಕ: 30.05.2025 [1427, 1649, 1512, 1660]
table-cell: ಬಿಲ್‌ಚಿಕ್ಕನಹಳ್ಳಿ [1241, 2054, 1291, 2070]
body-continued [13, 1677, 493, 1791]
body-text: ಚನ್ನಪಟ್ಟಣ ತಾಲ್ಲೂಕು ತೋಟಗಾರಿಕೆ ಇಲಾಖೆ ವತಿಯಿಂದ 2025-26ನೇ ಸಾಲಿನಲ್ಲಿ ನೀಡುವ ವಿವಿಧ ಯೋಜನೆಗಳ ಸೌಲಭ್ಯಗಳಿಗೆ ರೈತರಿಂದ ಅರ್ಜಿ ಆಹ್ವಾನಿಸಲಾಗಿದೆ. [13, 2115, 493, 2145]
table-cell: 3. [969, 1843, 991, 1896]
table-row [969, 1928, 1512, 1944]
body-text: 9972832618 ಮತ್ತು ಪ್ರಾದೇಶಿಕ ಕಚೇರಿ ದೂ.ಸಂ. 08226-223846 ಸಂಪರ್ಕಿಸುವಂತೆ ಪ್ರಾದೇಶಿಕ ಕಚೇರಿಯ ಪರಿಸರ ಅಧಿಕಾರಿಗಳು ತಿಳಿಸಿದ್ದಾರೆ. [1216, 435, 1505, 483]
table-header-cell: ಗ್ರಾಮ [1241, 1734, 1291, 1774]
table-cell: ಕೈಗಾರಿಕಾ [1357, 1993, 1444, 2021]
body-column [1012, 541, 1195, 1002]
table-cell: 0-32 [1318, 1944, 1358, 1961]
article-horticulture [8, 2071, 498, 2406]
table-cell: ವಸತಿ [1444, 2054, 1512, 2070]
logo-red-text: ಸಂಜೆ [1248, 19, 1296, 52]
table-cell: ಕೈಗಾರಿಕಾ [1357, 2054, 1444, 2070]
table-cell: ಸರ್ಜಾಪುರ [1204, 1977, 1241, 1993]
table-cell: ವಸತಿ [1444, 1944, 1512, 1961]
table-cell: ವಸತಿ [1444, 2021, 1512, 2037]
table-cell: ಸರ್ಜಾಪುರ [1204, 1944, 1241, 1961]
table-header-cell: ಕ್ರ ಸಂ. [969, 1734, 991, 1774]
table-cell: ಆನೇಕಲ್ [1170, 1977, 1204, 1993]
table-cell: 5. [969, 1912, 991, 1928]
masthead-date: 31.5.2025 [1289, 72, 1355, 87]
table-cell: 15/4 [1292, 1993, 1318, 2021]
table-cell: 15/1 [1292, 1944, 1318, 1961]
table-cell: ಶ್ರೀಮತಿ ಪಾಪಮ್ಮ ಕೋಂ. ಕಾವೇರಪ್ಪ ಕೃಷ್ಣಪ್ಪ [991, 1993, 1170, 2021]
notice-signatory: ಸದಸ್ಯ-ಕಾರ್ಯದರ್ಶಿ ಹಾಗೂ ನಗರ ಮತ್ತು ಗ್ರಾಮಾಂತರ ಯೋಜನಾ ಜಂಟಿ ನಿರ್ದೇಶಕರು [1247, 2184, 1512, 2195]
dateline: ಪಿರಿಯಾಪಟ್ಟಣ: [331, 1110, 391, 1123]
body-text: ಬೆಂಗಳೂರು ದಕ್ಷಿಣ ಜಿಲ್ಲೆಯ ಕರ್ನಾಟಕ [1265, 913, 1409, 926]
table-cell: 1-24 [1318, 1843, 1358, 1896]
body-continued [18, 349, 310, 990]
table-cell: 14. [969, 2070, 991, 2086]
dateline: ನಾಗಮಂಗಲ: [13, 1626, 62, 1640]
table-cell: 14/3 [1292, 1896, 1318, 1912]
body-continued [13, 2165, 493, 2403]
table-cell: 1-20 [1318, 1977, 1358, 1993]
table-cell: ಆನೇಕಲ್ [1170, 1944, 1204, 1961]
table-header-cell: ಹೋಬಳಿ [1204, 1734, 1241, 1774]
table-cell: ಸರ್ಜಾಪುರ [1204, 1912, 1241, 1928]
